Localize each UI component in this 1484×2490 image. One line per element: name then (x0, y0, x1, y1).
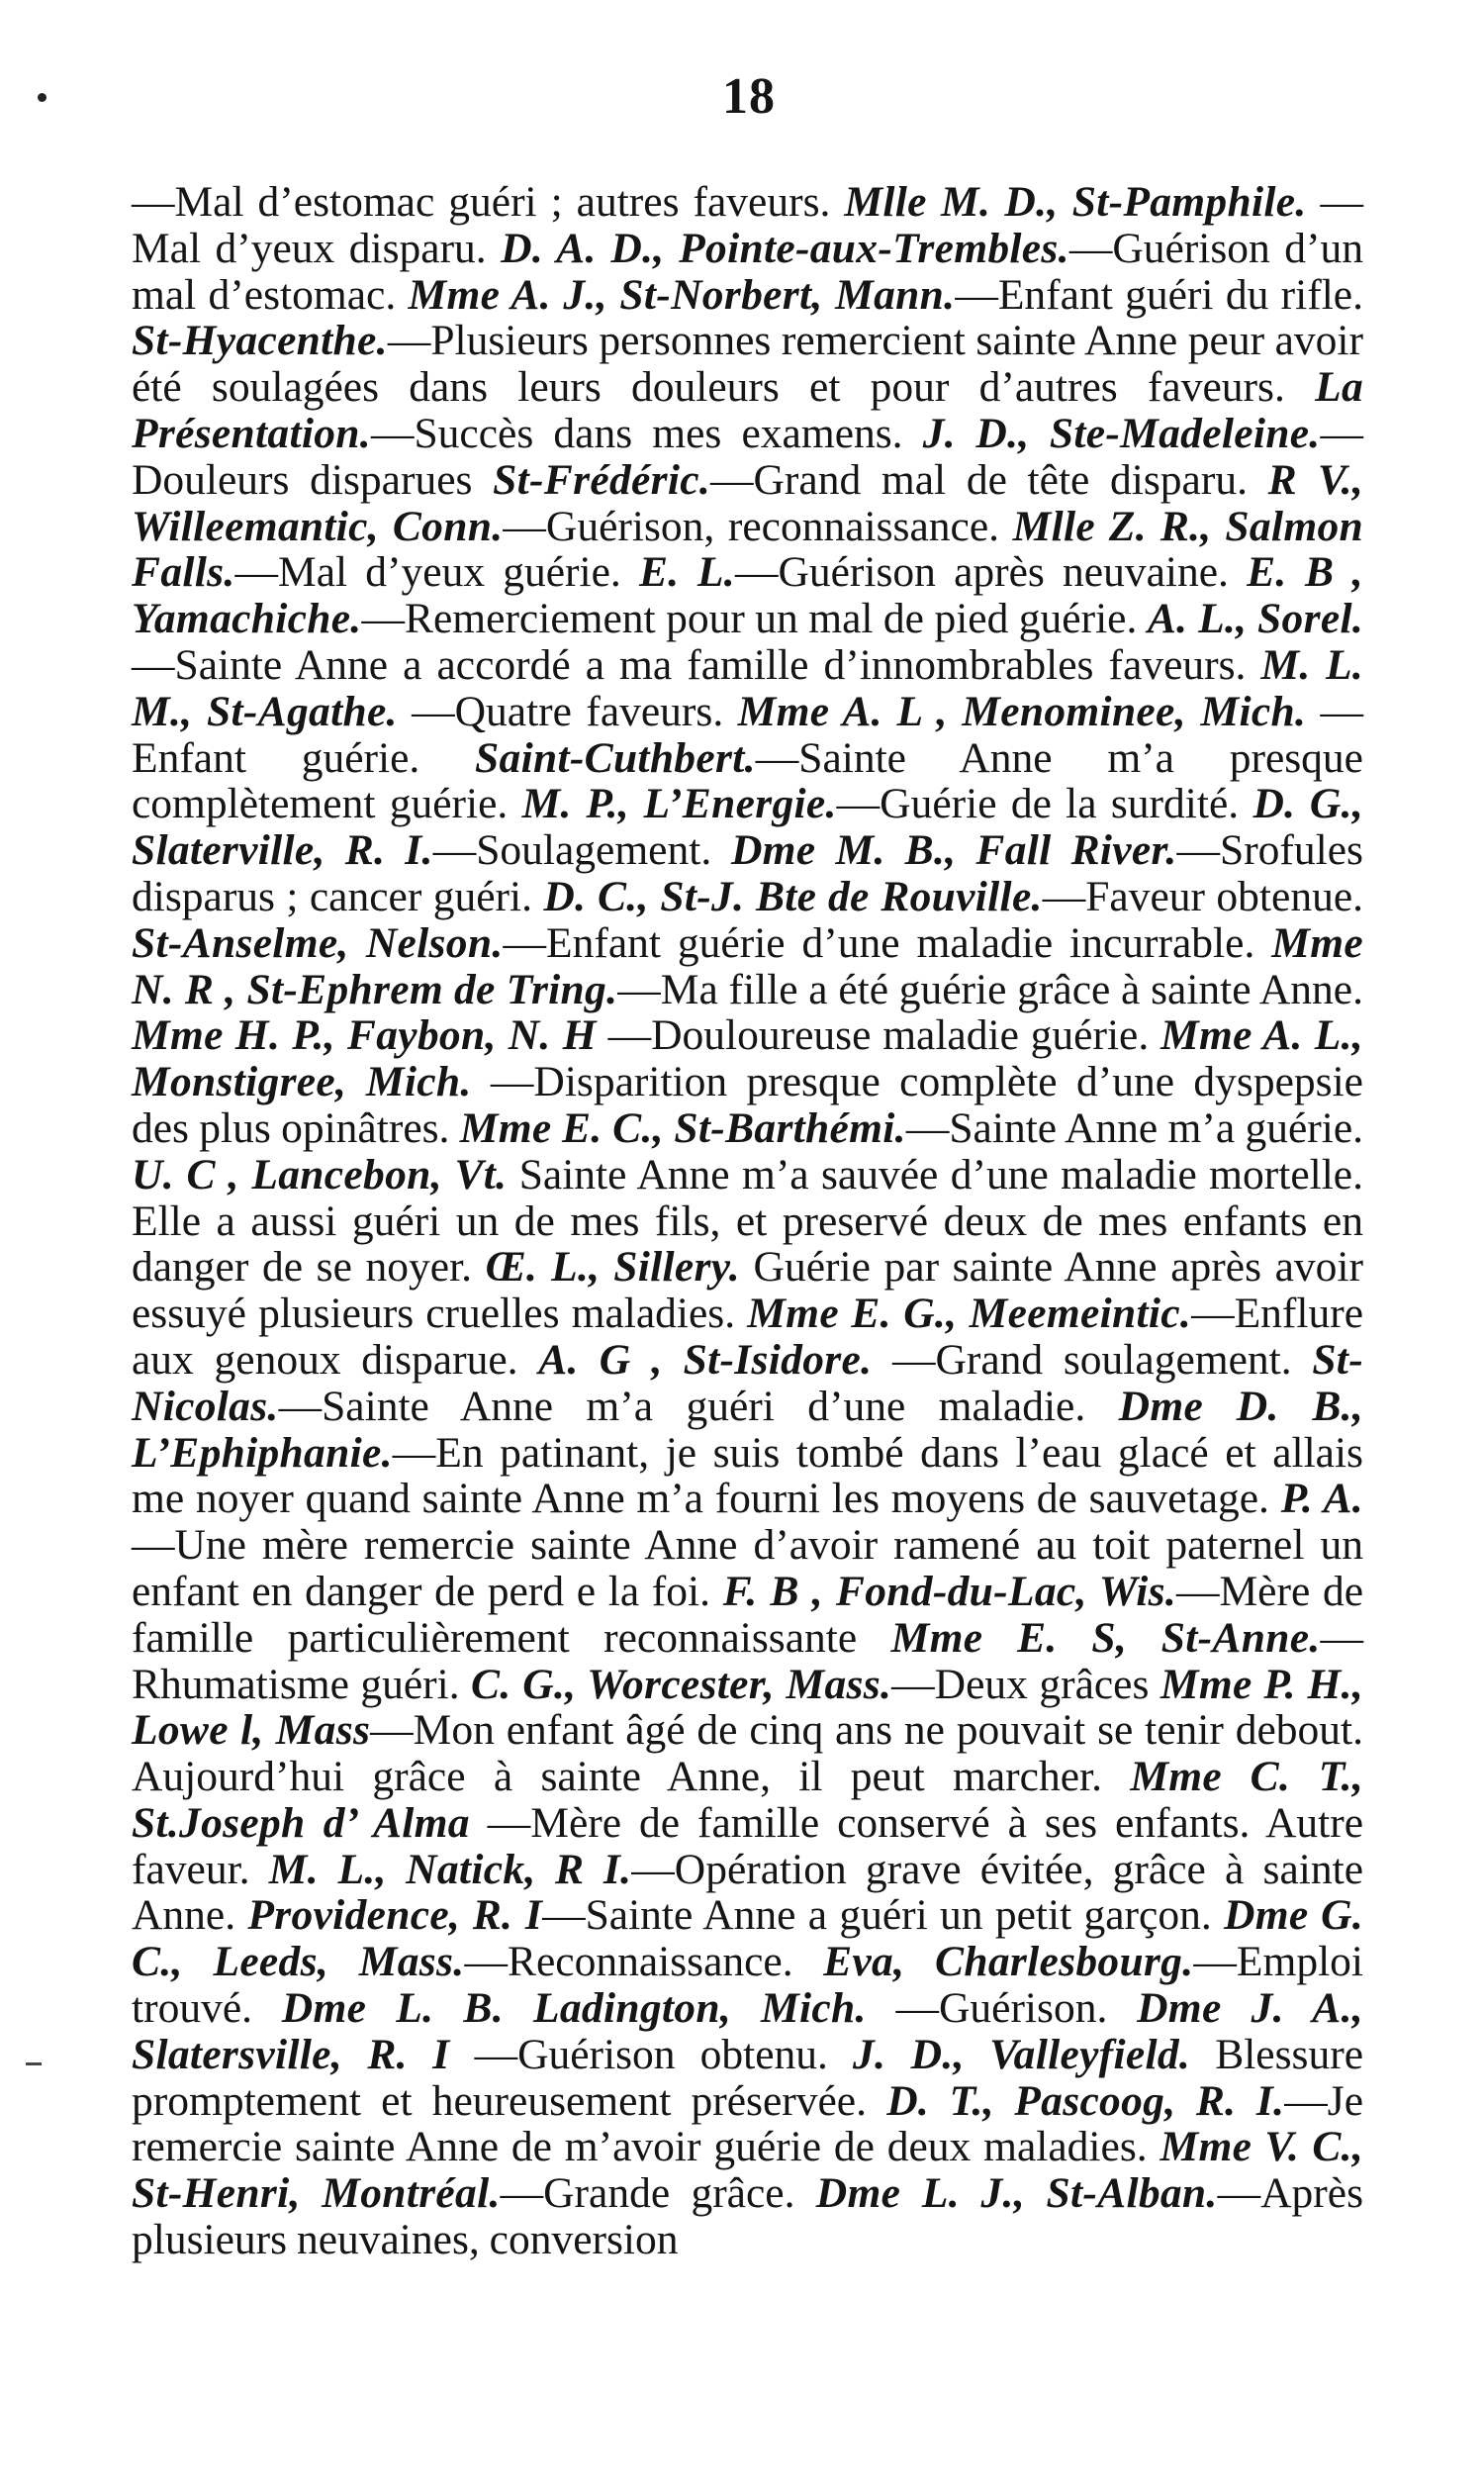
entry-signature: Dme J. A., Slatersville, R. I (132, 1984, 1363, 2078)
entry-text: Guérie par sainte Anne après avoir essuyé plusieurs cruelles maladies. (132, 1243, 1363, 1338)
entry-text: —Guérie de la surdité. (836, 780, 1253, 828)
entry-signature: Eva, Charlesbourg. (823, 1938, 1194, 1986)
entry-text: —Faveur obtenue. (1042, 872, 1364, 920)
entry-text: —Mal d’yeux disparu. (132, 178, 1363, 272)
entry-signature: E. B , Yamachiche. (132, 548, 1363, 643)
entry-text: Sainte Anne m’a sauvée d’une maladie mortelle. Elle a aussi guéri un de mes fils, et preservé deux de mes enfants en danger de se noyer. (132, 1150, 1363, 1292)
entry-signature: E. L. (638, 548, 735, 597)
entry-text: —Guérison obtenu. (449, 2030, 854, 2078)
entry-text: —Mère de famille conservé à ses enfants. Autre faveur. (132, 1798, 1363, 1893)
entry-text: —Après plusieurs neuvaines, conversion (132, 2169, 1363, 2264)
entry-signature: St-Hyacenthe. (132, 317, 388, 365)
entry-text: —En patinant, je suis tombé dans l’eau glacé et allais me noyer quand sainte Anne m’a fourni les moyens de sauvetage. (132, 1428, 1363, 1523)
entry-signature: M. L., Natick, R I. (268, 1845, 632, 1893)
entry-signature: M. P., L’Energie. (521, 780, 837, 828)
entry-signature: Dme D. B., L’Ephiphanie. (132, 1382, 1363, 1477)
entry-signature: Dme L. B. Ladington, Mich. (281, 1984, 867, 2033)
entry-signature: J. D., Valleyfield. (853, 2030, 1191, 2078)
entry-text: —Disparition presque complète d’une dyspepsie des plus opinâtres. (132, 1058, 1363, 1152)
entry-signature: Dme L. J., St-Alban. (815, 2169, 1218, 2218)
entry-text: —Grand mal de tête disparu. (710, 455, 1268, 504)
entry-signature: A. L., Sorel. (1147, 595, 1364, 643)
entry-signature: Providence, R. I (247, 1891, 543, 1940)
entry-text: —Mon enfant âgé de cinq ans ne pouvait se tenir debout. Aujourd’hui grâce à sainte Anne, il peut marcher. (132, 1706, 1363, 1801)
entry-signature: Mme A. L., Monstigree, Mich. (132, 1011, 1363, 1106)
entry-text: —Mal d’yeux guérie. (234, 548, 639, 597)
entry-signature: F. B , Fond-du-Lac, Wis. (722, 1567, 1176, 1615)
entry-signature: M. L. M., St-Agathe. (132, 640, 1363, 735)
entry-text: —Remerciement pour un mal de pied guérie. (361, 595, 1148, 643)
entry-text: —Succès dans mes examens. (370, 409, 923, 457)
entry-text: —Guérison. (866, 1984, 1138, 2033)
entry-text: —Grand soulagement. (872, 1335, 1313, 1384)
entry-text: —Enfant guérie d’une maladie incurrable. (503, 918, 1272, 967)
entry-signature: St-Nicolas. (132, 1335, 1363, 1430)
entry-signature: Mme E. C., St-Barthémi. (459, 1103, 906, 1152)
entry-text: —Mal d’estomac guéri ; autres faveurs. (132, 178, 845, 226)
entry-signature: J. D., Ste-Madeleine. (922, 409, 1321, 457)
entry-text: —Douleurs disparues (132, 409, 1363, 504)
entry-signature: Saint-Cuthbert. (475, 733, 756, 782)
entry-signature: P. A. (1280, 1475, 1363, 1523)
entry-signature: Dme M. B., Fall River. (730, 826, 1177, 875)
entry-signature: D. A. D., Pointe-aux-Trembles. (501, 224, 1069, 272)
entry-signature: Mme A. J., St-Norbert, Mann. (408, 270, 956, 319)
entry-signature: Mlle M. D., St-Pamphile. (844, 178, 1307, 226)
entry-signature: A. G , St-Isidore. (538, 1335, 873, 1384)
entry-signature: R V., Willeemantic, Conn. (132, 455, 1364, 550)
entry-signature: D. C., St-J. Bte de Rouville. (543, 872, 1043, 920)
entry-text: —Sainte Anne a guéri un petit garçon. (542, 1891, 1225, 1940)
entry-text: —Je remercie sainte Anne de m’avoir guérie de deux maladies. (132, 2076, 1364, 2171)
entry-text: —Opération grave évitée, grâce à sainte Anne. (132, 1845, 1364, 1940)
page-number: 18 (722, 68, 776, 125)
entry-text: — Enfant guérie. (132, 687, 1364, 782)
margin-dash-mark (26, 2062, 42, 2065)
entry-signature: St-Frédéric. (493, 455, 711, 504)
entry-text: —Grande grâce. (500, 2169, 816, 2218)
entry-text: —Enflure aux genoux disparue. (132, 1290, 1363, 1384)
body-paragraph (132, 179, 1363, 2263)
entry-text: —Soulagement. (432, 826, 731, 875)
entry-text: —Enfant guéri du rifle. (955, 270, 1363, 319)
entry-text: Blessure promptement et heureusement préservée. (132, 2030, 1363, 2125)
entry-text: —Sainte Anne a accordé a ma famille d’innombrables faveurs. (132, 640, 1261, 689)
entry-text: —Deux grâces (891, 1660, 1160, 1708)
entry-text: —Guérison, reconnaissance. (503, 502, 1013, 550)
entry-signature: Mme E. S, St-Anne. (890, 1613, 1321, 1662)
entry-signature: Mme E. G., Meemeintic. (747, 1290, 1192, 1338)
entry-signature: Mme A. L , Menominee, Mich. (737, 687, 1307, 735)
entry-signature: La Présentation. (132, 363, 1363, 457)
entry-signature: Mme P. H., Lowe l, Mass (132, 1660, 1364, 1755)
entry-signature: St-Anselme, Nelson. (132, 918, 504, 967)
entry-signature: U. C , Lancebon, Vt. (132, 1150, 508, 1198)
entry-text: —Plusieurs personnes remercient sainte Anne peur avoir été soulagées dans leurs douleurs et pour d’autres faveurs. (132, 317, 1363, 412)
entry-signature: Mme V. C., St-Henri, Montréal. (132, 2123, 1364, 2218)
margin-dot-mark (38, 93, 46, 102)
entry-text: —Guérison après neuvaine. (734, 548, 1248, 597)
entry-signature: Mme C. T., St.Joseph d’ Alma (132, 1753, 1364, 1847)
entry-signature: Mlle Z. R., Salmon Falls. (132, 502, 1363, 597)
entry-text: —Guérison d’un mal d’estomac. (132, 224, 1363, 319)
entry-signature: Mme H. P., Faybon, N. H (132, 1011, 597, 1060)
entry-text: —Emploi trouvé. (132, 1938, 1363, 2033)
entry-text: —Sainte Anne m’a guérie. (905, 1103, 1364, 1152)
entry-text: —Douloureuse maladie guérie. (596, 1011, 1160, 1060)
entry-text: —Rhumatisme guéri. (132, 1613, 1363, 1708)
entry-signature: Mme N. R , St-Ephrem de Tring. (132, 918, 1363, 1013)
entry-text: —Mère de famille particulièrement reconnaissante (132, 1567, 1364, 1662)
entry-text: —Quatre faveurs. (397, 687, 738, 735)
entry-text: —Sainte Anne m’a presque complètement guérie. (132, 733, 1363, 828)
entry-signature: D. G., Slaterville, R. I. (132, 780, 1363, 875)
entry-text: —Ma fille a été guérie grâce à sainte Anne. (617, 965, 1363, 1013)
entry-text: —Sainte Anne m’a guéri d’une maladie. (278, 1382, 1119, 1430)
entry-text: —Une mère remercie sainte Anne d’avoir ramené au toit paternel un enfant en danger de perd e la foi. (132, 1521, 1363, 1615)
entry-signature: Dme G. C., Leeds, Mass. (132, 1891, 1363, 1986)
entry-text: —Reconnaissance. (464, 1938, 824, 1986)
entry-signature: C. G., Worcester, Mass. (471, 1660, 892, 1708)
entry-text: —Srofules disparus ; cancer guéri. (132, 826, 1363, 920)
entry-signature: Œ. L., Sillery. (485, 1243, 740, 1292)
entry-signature: D. T., Pascoog, R. I. (886, 2076, 1285, 2125)
